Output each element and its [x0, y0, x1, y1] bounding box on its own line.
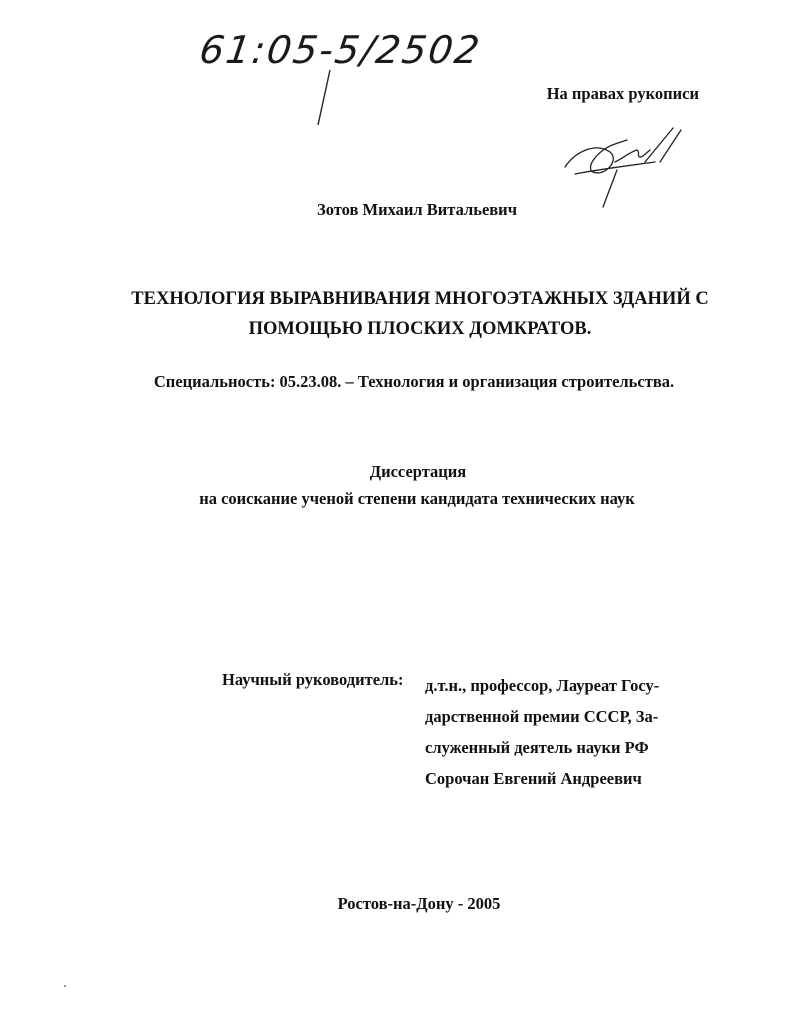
advisor-line: Сорочан Евгений Андреевич: [425, 769, 642, 788]
rights-label: На правах рукописи: [546, 84, 699, 103]
advisor-details: [425, 670, 659, 794]
author-signature: [555, 122, 695, 212]
advisor-line: д.т.н., профессор, Лауреат Госу-: [425, 676, 660, 695]
dissertation-title: [100, 284, 740, 344]
advisor-label: Научный руководитель:: [222, 670, 404, 689]
dissertation-type: Диссертация: [369, 462, 467, 481]
city-year: Ростов-на-Дону - 2005: [337, 894, 501, 913]
scan-speck: [64, 985, 66, 987]
archive-number-handwritten: 61:05-5/2502: [196, 28, 485, 72]
title-line-1: ТЕХНОЛОГИЯ ВЫРАВНИВАНИЯ МНОГОЭТАЖНЫХ ЗДАНИЙ С: [131, 289, 709, 309]
advisor-line: служенный деятель науки РФ: [425, 738, 649, 757]
dissertation-degree: на соискание ученой степени кандидата технических наук: [199, 489, 635, 508]
handwritten-stroke: [300, 30, 360, 130]
specialty: Специальность: 05.23.08. – Технология и организация строительства.: [153, 372, 675, 391]
author-name: Зотов Михаил Витальевич: [317, 200, 517, 219]
title-line-2: ПОМОЩЬЮ ПЛОСКИХ ДОМКРАТОВ.: [248, 319, 592, 339]
advisor-line: дарственной премии СССР, За-: [425, 707, 659, 726]
